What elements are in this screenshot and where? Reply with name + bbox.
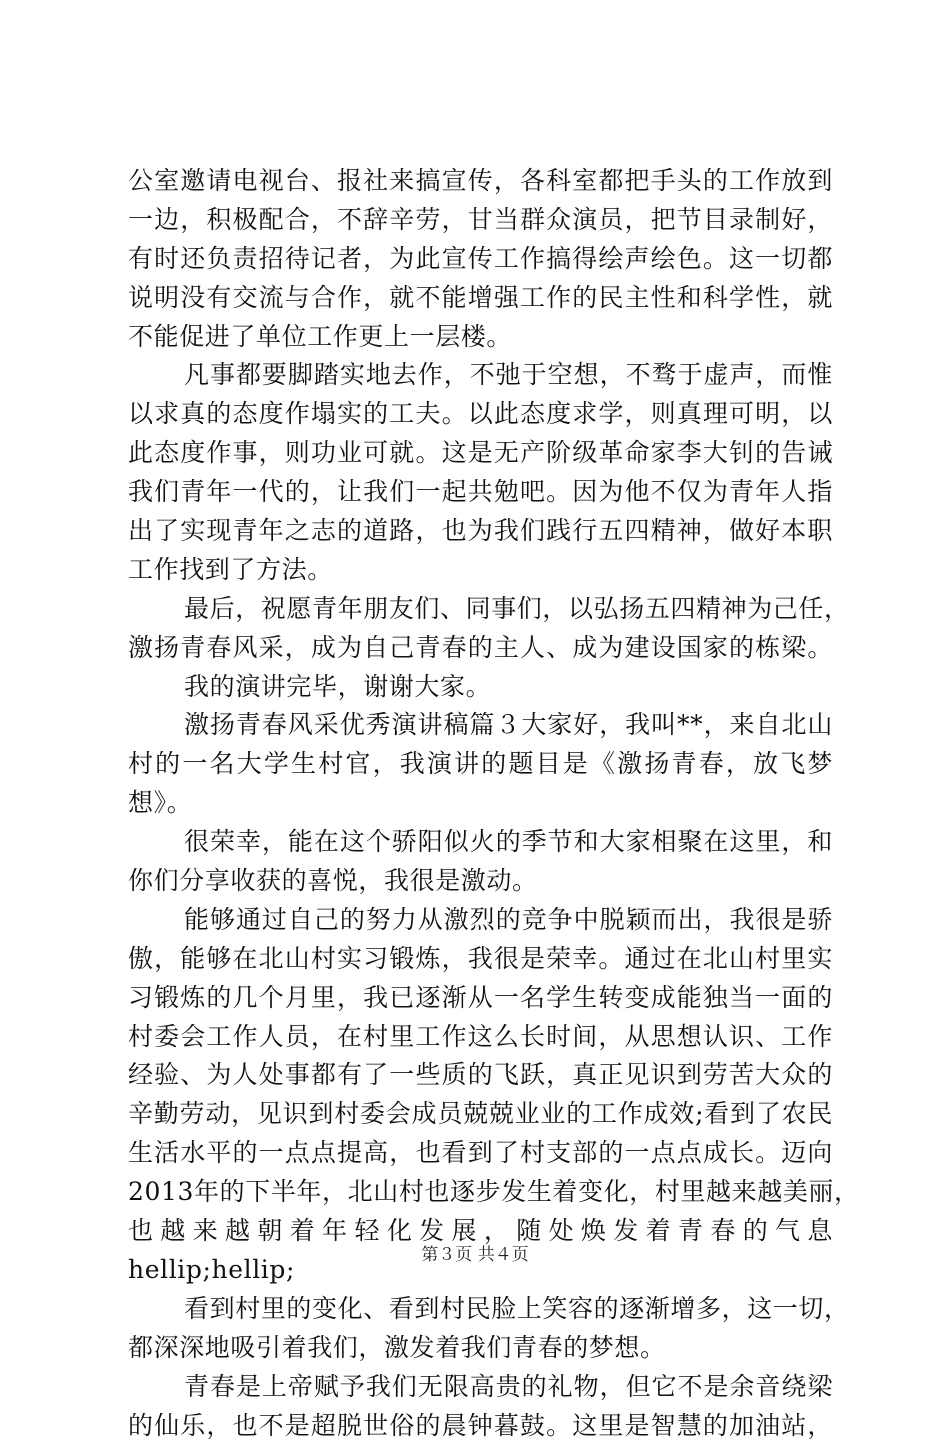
text-line: 都深深地吸引着我们，激发着我们青春的梦想。 [128, 1329, 833, 1368]
text-line: 激扬青春风采，成为自己青春的主人、成为建设国家的栋梁。 [128, 629, 833, 668]
paragraph-start-line: 青春是上帝赋予我们无限高贵的礼物，但它不是余音绕梁 [128, 1368, 833, 1407]
text-line: 辛勤劳动，见识到村委会成员兢兢业业的工作成效;看到了农民 [128, 1095, 833, 1134]
paragraph-start-line: 看到村里的变化、看到村民脸上笑容的逐渐增多，这一切， [128, 1290, 833, 1329]
text-line: hellip;hellip; [128, 1251, 833, 1290]
text-line: 傲，能够在北山村实习锻炼，我很是荣幸。通过在北山村里实 [128, 940, 833, 979]
text-line: 不能促进了单位工作更上一层楼。 [128, 318, 833, 357]
text-line: 说明没有交流与合作，就不能增强工作的民主性和科学性，就 [128, 279, 833, 318]
paragraph-start-line: 能够通过自己的努力从激烈的竞争中脱颖而出，我很是骄 [128, 901, 833, 940]
text-line: 此态度作事，则功业可就。这是无产阶级革命家李大钊的告诫 [128, 434, 833, 473]
text-line: 经验、为人处事都有了一些质的飞跃，真正见识到劳苦大众的 [128, 1056, 833, 1095]
text-line: 一边，积极配合，不辞辛劳，甘当群众演员，把节目录制好， [128, 201, 833, 240]
text-line: 2013年的下半年，北山村也逐步发生着变化，村里越来越美丽， [128, 1173, 833, 1212]
text-line: 公室邀请电视台、报社来搞宣传，各科室都把手头的工作放到 [128, 162, 833, 201]
text-line: 我们青年一代的，让我们一起共勉吧。因为他不仅为青年人指 [128, 473, 833, 512]
text-line: 想》。 [128, 784, 833, 823]
text-line: 习锻炼的几个月里，我已逐渐从一名学生转变成能独当一面的 [128, 979, 833, 1018]
paragraph-start-line: 很荣幸，能在这个骄阳似火的季节和大家相聚在这里，和 [128, 823, 833, 862]
text-line: 生活水平的一点点提高，也看到了村支部的一点点成长。迈向 [128, 1134, 833, 1173]
text-line: 有时还负责招待记者，为此宣传工作搞得绘声绘色。这一切都 [128, 240, 833, 279]
text-line: 的仙乐，也不是超脱世俗的晨钟暮鼓。这里是智慧的加油站， [128, 1407, 833, 1445]
text-line: 也越来越朝着年轻化发展，随处焕发着青春的气息 [128, 1212, 833, 1251]
text-line: 工作找到了方法。 [128, 551, 833, 590]
paragraph-start-line: 最后，祝愿青年朋友们、同事们，以弘扬五四精神为己任， [128, 590, 833, 629]
text-line: 你们分享收获的喜悦，我很是激动。 [128, 862, 833, 901]
paragraph-start-line: 我的演讲完毕，谢谢大家。 [128, 668, 833, 707]
text-line: 村的一名大学生村官，我演讲的题目是《激扬青春，放飞梦 [128, 745, 833, 784]
page-number: 第３页 共４页 [0, 1243, 950, 1267]
text-line: 以求真的态度作塌实的工夫。以此态度求学，则真理可明，以 [128, 395, 833, 434]
text-line: 村委会工作人员，在村里工作这么长时间，从思想认识、工作 [128, 1018, 833, 1057]
paragraph-start-line: 激扬青春风采优秀演讲稿篇３大家好，我叫**，来自北山 [128, 706, 833, 745]
paragraph-start-line: 凡事都要脚踏实地去作，不弛于空想，不骛于虚声，而惟 [128, 356, 833, 395]
text-line: 出了实现青年之志的道路，也为我们践行五四精神，做好本职 [128, 512, 833, 551]
